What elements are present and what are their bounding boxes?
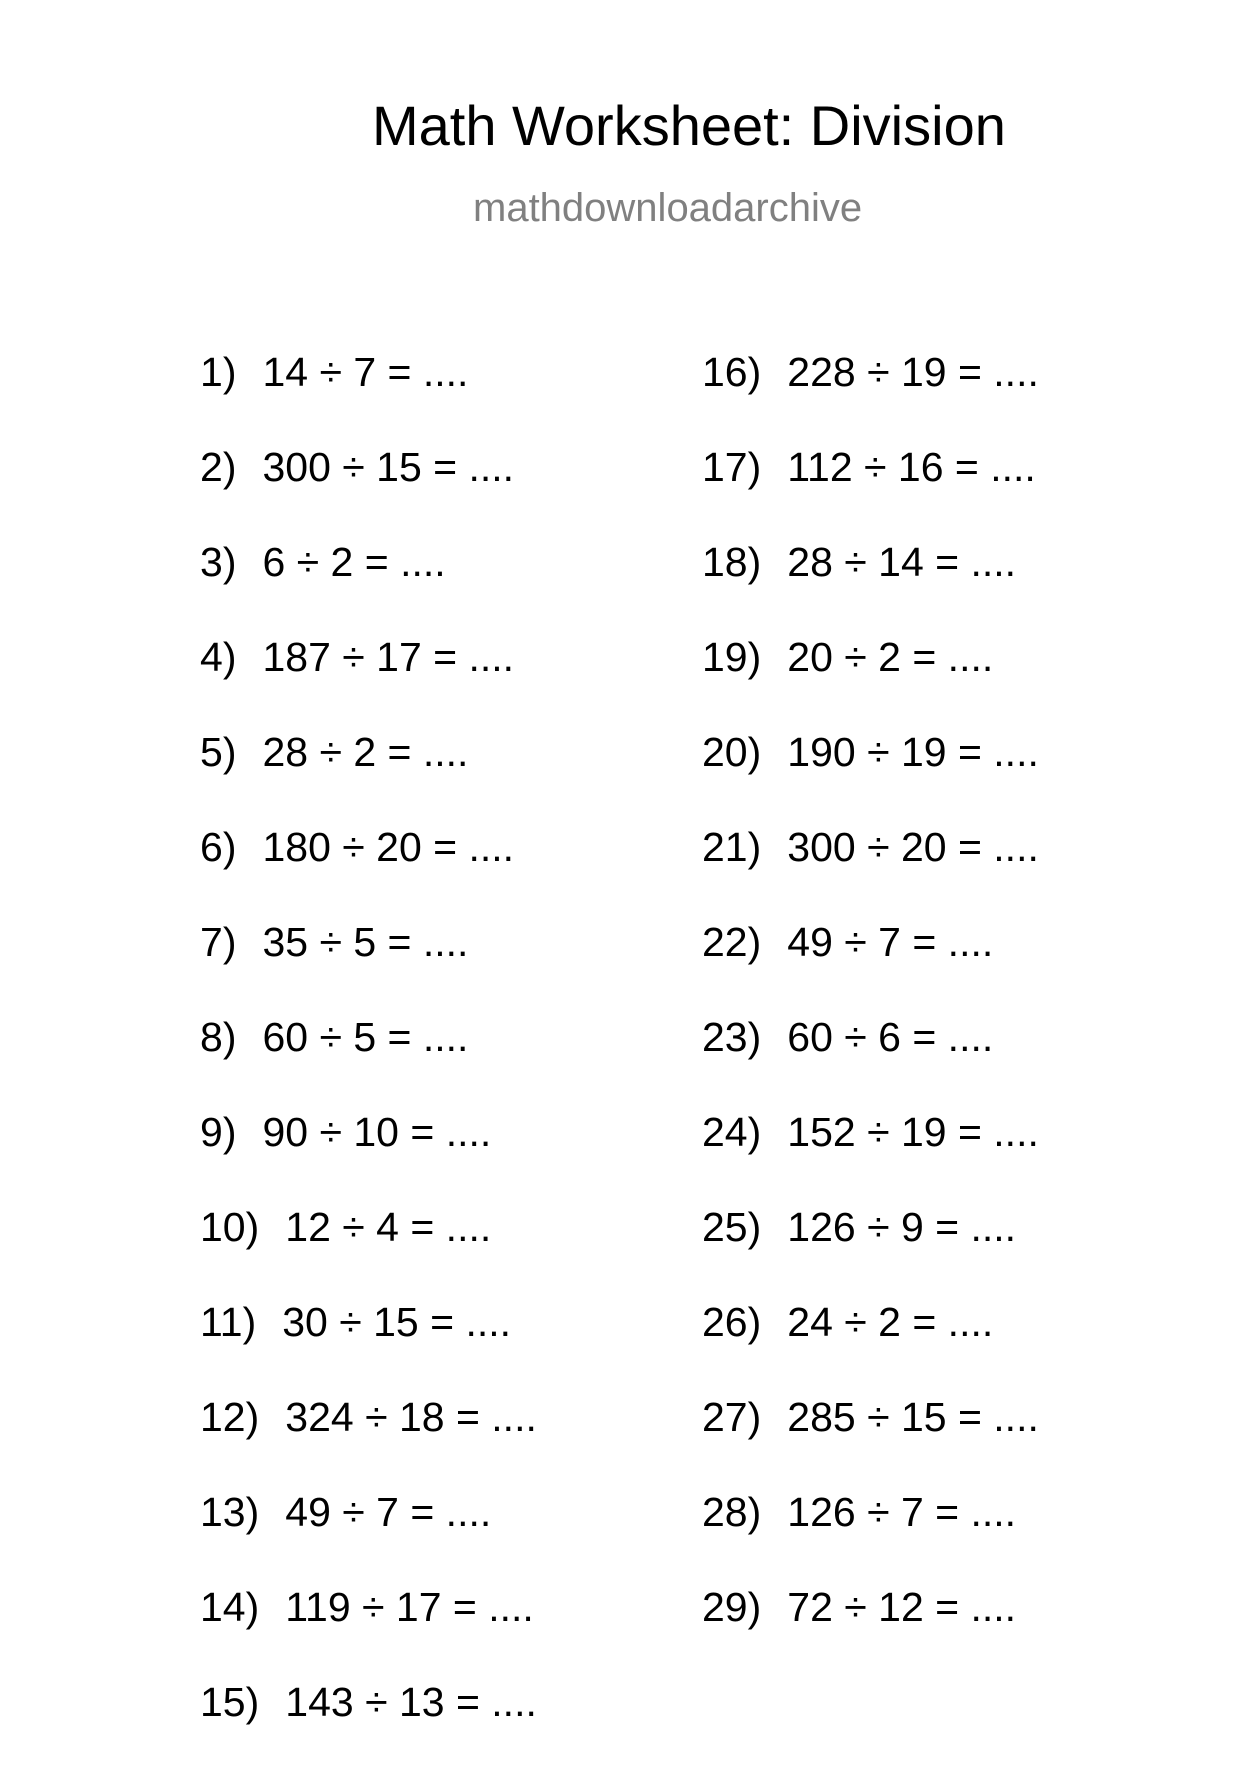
problem-number: 10 ) [200, 1204, 259, 1250]
problem-expression: 126 ÷ 7 = .... [787, 1489, 1017, 1535]
problem-expression: 90 ÷ 10 = .... [262, 1109, 492, 1155]
problem-expression: 60 ÷ 5 = .... [262, 1014, 469, 1060]
problem-item [200, 539, 537, 637]
problem-item [200, 634, 537, 732]
problem-expression: 187 ÷ 17 = .... [262, 634, 515, 680]
problem-item [200, 444, 537, 542]
problem-item [200, 1014, 537, 1112]
problem-expression: 20 ÷ 2 = .... [787, 634, 994, 680]
problem-item [200, 349, 537, 447]
problem-expression: 180 ÷ 20 = .... [262, 824, 515, 870]
problem-expression: 6 ÷ 2 = .... [262, 539, 446, 585]
problem-expression: 152 ÷ 19 = .... [787, 1109, 1039, 1155]
problem-expression: 119 ÷ 17 = .... [285, 1584, 534, 1630]
problem-item [200, 1204, 537, 1302]
problem-expression: 228 ÷ 19 = .... [787, 349, 1039, 395]
problem-item [702, 444, 1039, 542]
problem-number: 22 ) [702, 919, 761, 965]
problem-number: 14 ) [200, 1584, 259, 1630]
problem-item [200, 729, 537, 827]
problem-number: 5 ) [200, 729, 236, 775]
problem-expression: 30 ÷ 15 = .... [282, 1299, 512, 1345]
problem-expression: 300 ÷ 15 = .... [262, 444, 515, 490]
problem-number: 6 ) [200, 824, 236, 870]
problem-item [200, 1394, 537, 1492]
problem-column-left [200, 349, 537, 1777]
problem-item [702, 1394, 1039, 1492]
problem-expression: 72 ÷ 12 = .... [787, 1584, 1017, 1630]
problem-number: 28 ) [702, 1489, 761, 1535]
problem-item [200, 1489, 537, 1587]
problem-expression: 49 ÷ 7 = .... [285, 1489, 492, 1535]
problem-number: 9 ) [200, 1109, 236, 1155]
problem-number: 24 ) [702, 1109, 761, 1155]
problem-item [702, 539, 1039, 637]
problem-item [702, 634, 1039, 732]
problem-item [200, 1584, 537, 1682]
problem-number: 26 ) [702, 1299, 761, 1345]
problem-item [702, 919, 1039, 1017]
problem-expression: 285 ÷ 15 = .... [787, 1394, 1039, 1440]
problem-item [200, 1679, 537, 1777]
problem-item [702, 1204, 1039, 1302]
problem-number: 7 ) [200, 919, 236, 965]
problem-item [200, 1299, 537, 1397]
problem-number: 17 ) [702, 444, 761, 490]
problem-item [702, 1489, 1039, 1587]
problem-item [200, 919, 537, 1017]
problem-number: 2 ) [200, 444, 236, 490]
problem-expression: 60 ÷ 6 = .... [787, 1014, 994, 1060]
problem-item [702, 1584, 1039, 1682]
problem-item [702, 729, 1039, 827]
problem-expression: 112 ÷ 16 = .... [787, 444, 1036, 490]
problem-item [702, 824, 1039, 922]
problem-number: 27 ) [702, 1394, 761, 1440]
problem-expression: 28 ÷ 2 = .... [262, 729, 469, 775]
problem-item [702, 1014, 1039, 1112]
problem-number: 1 ) [200, 349, 236, 395]
problem-item [702, 1109, 1039, 1207]
problem-number: 25 ) [702, 1204, 761, 1250]
problem-expression: 300 ÷ 20 = .... [787, 824, 1039, 870]
problem-number: 4 ) [200, 634, 236, 680]
problem-number: 13 ) [200, 1489, 259, 1535]
problem-expression: 49 ÷ 7 = .... [787, 919, 994, 965]
problem-expression: 190 ÷ 19 = .... [787, 729, 1039, 775]
problem-expression: 12 ÷ 4 = .... [285, 1204, 492, 1250]
problem-expression: 324 ÷ 18 = .... [285, 1394, 537, 1440]
problem-item [200, 824, 537, 922]
problem-number: 3 ) [200, 539, 236, 585]
problem-number: 18 ) [702, 539, 761, 585]
problem-expression: 14 ÷ 7 = .... [262, 349, 469, 395]
page-title: Math Worksheet: Division [372, 94, 1006, 157]
problem-item [200, 1109, 537, 1207]
page-subtitle: mathdownloadarchive [473, 186, 863, 230]
problem-number: 23 ) [702, 1014, 761, 1060]
problem-item [702, 349, 1039, 447]
problem-number: 20 ) [702, 729, 761, 775]
problem-number: 19 ) [702, 634, 761, 680]
problem-number: 16 ) [702, 349, 761, 395]
problem-number: 15 ) [200, 1679, 259, 1725]
problem-number: 21 ) [702, 824, 761, 870]
problem-number: 12 ) [200, 1394, 259, 1440]
problem-number: 8 ) [200, 1014, 236, 1060]
problem-column-right [702, 349, 1039, 1682]
problem-expression: 126 ÷ 9 = .... [787, 1204, 1017, 1250]
problem-expression: 143 ÷ 13 = .... [285, 1679, 537, 1725]
problem-expression: 24 ÷ 2 = .... [787, 1299, 994, 1345]
problem-number: 11 ) [200, 1299, 256, 1345]
problem-expression: 35 ÷ 5 = .... [262, 919, 469, 965]
problem-item [702, 1299, 1039, 1397]
problem-number: 29 ) [702, 1584, 761, 1630]
problem-expression: 28 ÷ 14 = .... [787, 539, 1017, 585]
